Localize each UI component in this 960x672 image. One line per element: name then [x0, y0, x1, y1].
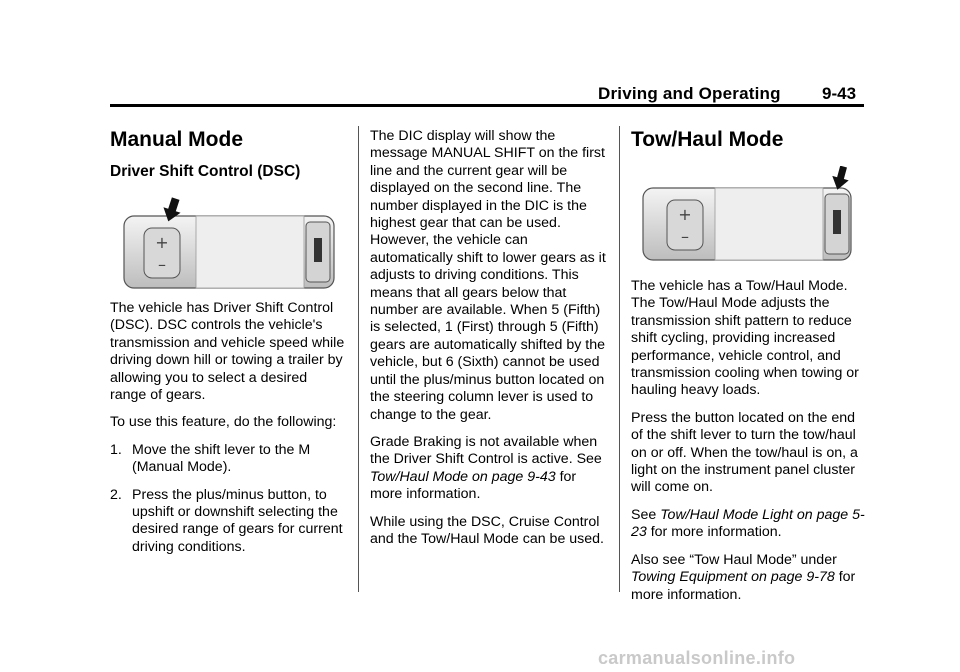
- section-heading-manual-mode: Manual Mode: [110, 128, 244, 151]
- dsc-lead-text: To use this feature, do the following:: [110, 414, 337, 431]
- page-number: 9-43: [822, 84, 857, 103]
- watermark: carmanualsonline.info: [598, 648, 796, 668]
- tow-haul-intro-paragraph: The vehicle has a Tow/Haul Mode. The Tow/Haul Mode adjusts the transmission shift pattern to reduce shift cycling, providing increased performance, vehicle control, and transmission cooling when towing or hauling heavy loads.: [631, 278, 859, 399]
- tow-haul-button-paragraph: Press the button located on the end of the shift lever to turn the tow/haul on or off. When the tow/haul is on, a light on the instrument panel cluster will come on.: [631, 409, 858, 496]
- shift-lever-dsc-illustration: [110, 194, 340, 294]
- link-towing-equipment[interactable]: Towing Equipment on page 9-78: [631, 569, 835, 586]
- list-item: 2. Press the plus/minus button, to upshift or downshift selecting the desired range of gears for current driving conditions.: [110, 486, 343, 555]
- dsc-steps-list: [110, 442, 346, 556]
- right-column: [631, 128, 867, 614]
- svg-text:–: –: [158, 255, 166, 274]
- dsc-intro-paragraph: The vehicle has Driver Shift Control (DSC). DSC controls the vehicle's transmission and vehicle speed while driving down hill or towing a trailer by allowing you to select a desired range of gears.: [110, 300, 345, 404]
- subheading-dsc: Driver Shift Control (DSC): [110, 163, 301, 180]
- cruise-paragraph: While using the DSC, Cruise Control and the Tow/Haul Mode can be used.: [370, 513, 604, 547]
- middle-column: [370, 128, 610, 558]
- list-item: 1. Move the shift lever to the M (Manual Mode).: [110, 441, 311, 476]
- column-divider-2: [619, 126, 620, 592]
- grade-braking-paragraph: Grade Braking is not available when the Driver Shift Control is active. See Tow/Haul Mode on page 9-43 for more information.: [370, 433, 602, 503]
- towing-equipment-paragraph: Also see “Tow Haul Mode” under Towing Equipment on page 9-78 for more information.: [631, 551, 856, 603]
- svg-text:+: +: [155, 233, 169, 252]
- link-tow-haul-mode[interactable]: Tow/Haul Mode on page 9-43: [370, 468, 556, 485]
- left-column: [110, 128, 346, 566]
- dic-display-paragraph: The DIC display will show the message MANUAL SHIFT on the first line and the current gear will be displayed on the second line. The number displayed in the DIC is the highest gear that can be used. However, the vehicle can automatically shift to lower gears as it adjusts to driving conditions. This means that all gears below that number are available. When 5 (Fifth) is selected, 1 (First) through 5 (Fifth) gears are automatically shifted by the vehicle, but 6 (Sixth) cannot be used until the plus/minus button located on the steering column lever is used to change to the gear.: [370, 128, 606, 423]
- tow-haul-light-paragraph: See Tow/Haul Mode Light on page 5-23 for more information.: [631, 506, 865, 541]
- page-header-title: Driving and Operating: [598, 84, 781, 103]
- link-tow-haul-light[interactable]: Tow/Haul Mode Light on page 5-23: [631, 506, 865, 541]
- svg-text:–: –: [681, 227, 689, 246]
- svg-text:+: +: [678, 205, 692, 224]
- section-heading-tow-haul: Tow/Haul Mode: [631, 128, 784, 151]
- column-divider-1: [358, 126, 359, 592]
- header-rule: [110, 104, 864, 107]
- shift-lever-tow-haul-illustration: [631, 166, 861, 274]
